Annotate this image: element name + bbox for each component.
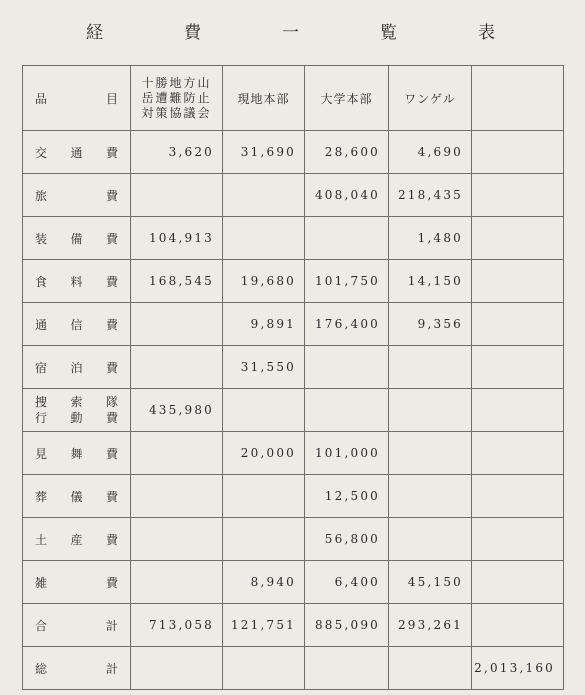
row-label-char: 計 <box>105 618 118 633</box>
cell-council <box>131 518 223 561</box>
cell-wandervogel: 4,690 <box>389 131 472 174</box>
cell-wandervogel <box>389 432 472 475</box>
cell-university-hq: 408,040 <box>305 174 389 217</box>
row-label-char: 動 <box>70 411 83 425</box>
cell-grand-total <box>472 260 564 303</box>
row-label-char: 索 <box>70 395 83 409</box>
cell-field-hq: 20,000 <box>223 432 305 475</box>
table-row <box>23 389 564 432</box>
header-item-char: 目 <box>105 91 118 106</box>
cell-council <box>131 432 223 475</box>
row-label-char: 費 <box>105 317 118 332</box>
cell-wandervogel: 9,356 <box>389 303 472 346</box>
row-label-char: 通 <box>70 145 83 160</box>
cell-council: 713,058 <box>131 604 223 647</box>
header-col-field-hq: 現地本部 <box>223 66 305 131</box>
cell-university-hq: 56,800 <box>305 518 389 561</box>
cell-field-hq <box>223 475 305 518</box>
cell-wandervogel <box>389 346 472 389</box>
cell-university-hq: 101,750 <box>305 260 389 303</box>
cell-university-hq: 28,600 <box>305 131 389 174</box>
row-label-char: 通 <box>35 317 48 332</box>
cell-grand-total <box>472 174 564 217</box>
header-item-char: 品 <box>35 91 48 106</box>
row-label-char: 産 <box>70 532 83 547</box>
row-label <box>23 432 131 475</box>
row-label <box>23 174 131 217</box>
cell-university-hq <box>305 217 389 260</box>
cell-field-hq: 31,690 <box>223 131 305 174</box>
row-label <box>23 346 131 389</box>
row-label-char: 備 <box>70 231 83 246</box>
header-row <box>23 66 564 131</box>
cell-field-hq <box>223 518 305 561</box>
cell-council <box>131 303 223 346</box>
table-row <box>23 432 564 475</box>
cell-wandervogel: 45,150 <box>389 561 472 604</box>
cell-field-hq: 9,891 <box>223 303 305 346</box>
row-label-char: 費 <box>105 575 118 590</box>
cell-university-hq: 176,400 <box>305 303 389 346</box>
cell-council <box>131 561 223 604</box>
cell-council <box>131 174 223 217</box>
cell-grand-total <box>472 561 564 604</box>
cell-field-hq <box>223 217 305 260</box>
row-label-char: 費 <box>105 489 118 504</box>
cell-council <box>131 475 223 518</box>
row-label-char: 隊 <box>105 395 118 409</box>
cell-grand-total: 2,013,160 <box>472 647 564 690</box>
header-col-university-hq: 大学本部 <box>305 66 389 131</box>
row-label <box>23 303 131 346</box>
row-label <box>23 604 131 647</box>
row-label-char: 計 <box>105 661 118 676</box>
cell-grand-total <box>472 518 564 561</box>
table-row <box>23 260 564 303</box>
cell-grand-total <box>472 303 564 346</box>
row-label-char: 費 <box>105 274 118 289</box>
cell-field-hq <box>223 389 305 432</box>
table-row <box>23 518 564 561</box>
cell-wandervogel <box>389 389 472 432</box>
expense-table <box>22 65 564 690</box>
cell-wandervogel: 293,261 <box>389 604 472 647</box>
row-label-char: 合 <box>35 618 48 633</box>
table-row <box>23 604 564 647</box>
cell-university-hq: 6,400 <box>305 561 389 604</box>
cell-wandervogel <box>389 475 472 518</box>
row-label-char: 費 <box>105 360 118 375</box>
cell-university-hq <box>305 346 389 389</box>
cell-grand-total <box>472 131 564 174</box>
row-label-char: 葬 <box>35 489 48 504</box>
cell-field-hq: 121,751 <box>223 604 305 647</box>
row-label-char: 旅 <box>35 188 48 203</box>
table-row <box>23 561 564 604</box>
row-label-char: 食 <box>35 274 48 289</box>
row-label <box>23 518 131 561</box>
table-row <box>23 475 564 518</box>
cell-wandervogel <box>389 647 472 690</box>
cell-wandervogel <box>389 518 472 561</box>
row-label-char: 泊 <box>70 360 83 375</box>
cell-university-hq: 12,500 <box>305 475 389 518</box>
cell-council: 104,913 <box>131 217 223 260</box>
row-label-char: 装 <box>35 231 48 246</box>
row-label-char: 費 <box>105 188 118 203</box>
cell-field-hq <box>223 647 305 690</box>
table-row <box>23 346 564 389</box>
cell-council: 168,545 <box>131 260 223 303</box>
cell-council: 435,980 <box>131 389 223 432</box>
row-label-char: 見 <box>35 446 48 461</box>
header-col-blank <box>472 66 564 131</box>
cell-grand-total <box>472 432 564 475</box>
cell-grand-total <box>472 604 564 647</box>
cell-university-hq <box>305 647 389 690</box>
cell-council <box>131 647 223 690</box>
table-row <box>23 131 564 174</box>
header-item <box>23 66 131 131</box>
row-label <box>23 217 131 260</box>
row-label-char: 雑 <box>35 575 48 590</box>
table-row <box>23 217 564 260</box>
cell-grand-total <box>472 389 564 432</box>
cell-field-hq <box>223 174 305 217</box>
row-label-char: 舞 <box>70 446 83 461</box>
cell-wandervogel: 14,150 <box>389 260 472 303</box>
row-label-char: 儀 <box>70 489 83 504</box>
row-label-char: 費 <box>105 411 118 425</box>
row-label <box>23 389 131 432</box>
row-label <box>23 131 131 174</box>
cell-wandervogel: 1,480 <box>389 217 472 260</box>
row-label-char: 捜 <box>35 395 48 409</box>
cell-council: 3,620 <box>131 131 223 174</box>
header-col-wandervogel: ワンゲル <box>389 66 472 131</box>
header-col-council: 十勝地方山 岳遭難防止 対策協議会 <box>131 66 223 131</box>
row-label-char: 費 <box>105 532 118 547</box>
row-label-char: 費 <box>105 446 118 461</box>
row-label-char: 総 <box>35 661 48 676</box>
row-label-char: 行 <box>35 411 48 425</box>
row-label-char: 信 <box>70 317 83 332</box>
cell-field-hq: 31,550 <box>223 346 305 389</box>
cell-grand-total <box>472 475 564 518</box>
cell-council <box>131 346 223 389</box>
cell-university-hq: 101,000 <box>305 432 389 475</box>
cell-grand-total <box>472 217 564 260</box>
row-label-char: 宿 <box>35 360 48 375</box>
cell-wandervogel: 218,435 <box>389 174 472 217</box>
row-label-char: 交 <box>35 145 48 160</box>
row-label-char: 費 <box>105 231 118 246</box>
table-row <box>23 174 564 217</box>
cell-university-hq <box>305 389 389 432</box>
page-title: 経 費 一 覧 表 <box>86 23 527 43</box>
cell-university-hq: 885,090 <box>305 604 389 647</box>
row-label <box>23 260 131 303</box>
row-label <box>23 561 131 604</box>
table-row <box>23 303 564 346</box>
row-label <box>23 475 131 518</box>
cell-grand-total <box>472 346 564 389</box>
table-row <box>23 647 564 690</box>
row-label-char: 費 <box>105 145 118 160</box>
cell-field-hq: 19,680 <box>223 260 305 303</box>
row-label-char: 土 <box>35 532 48 547</box>
cell-field-hq: 8,940 <box>223 561 305 604</box>
row-label <box>23 647 131 690</box>
row-label-char: 料 <box>70 274 83 289</box>
